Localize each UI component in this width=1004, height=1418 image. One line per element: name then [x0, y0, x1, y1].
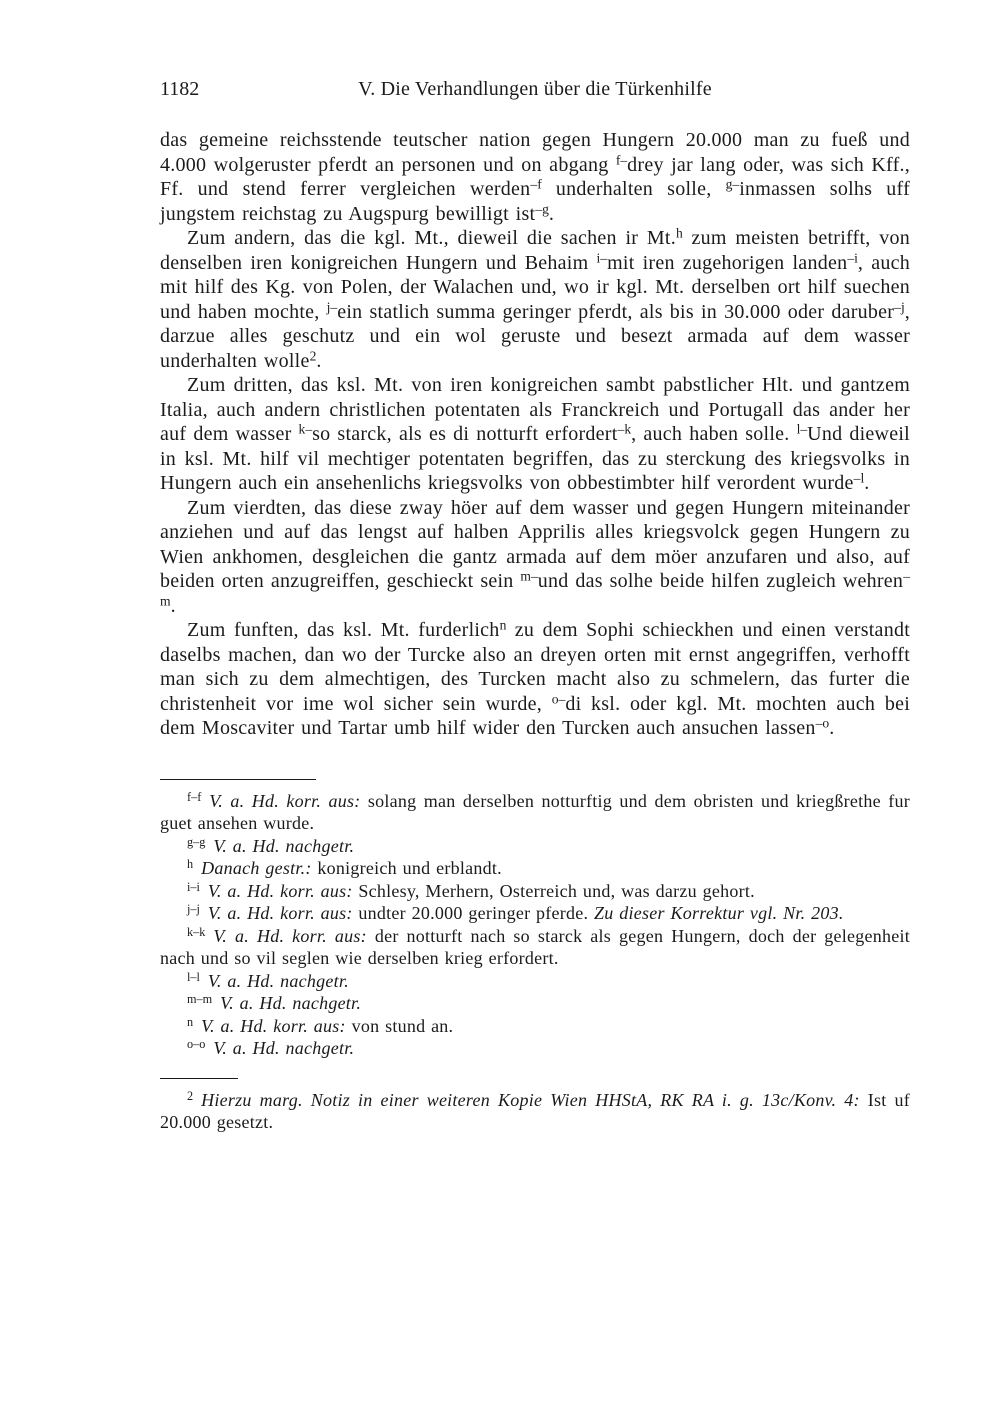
apparatus-divider-rule	[160, 779, 316, 780]
footnote-label: f–f	[187, 789, 202, 804]
footnote-text: V. a. Hd. korr. aus: von stund an.	[201, 1015, 454, 1036]
apparatus-section	[160, 779, 910, 1060]
running-title: V. Die Verhandlungen über die Türkenhilfe	[358, 78, 712, 100]
footnote-label: l–l	[187, 969, 200, 984]
body-paragraph: Zum andern, das die kgl. Mt., dieweil die sachen ir Mt.$^h$ zum meisten betrifft, von denselben iren konigreichen Hungern und Behaim $^{i-}$mit iren zugehorigen landen$^{-i}$, auch mit hilf des Kg. von Polen, der Walachen und, wo ir kgl. Mt. derselben ort hilf suechen und haben mochte, $^{j-}$ein statlich summa geringer pferdt, als bis in 30.000 oder daruber$^{-j}$, darzue alles geschutz und ein wol geruste und besezt armada auf dem wasser underhalten wolle$^2$.	[160, 225, 911, 372]
footnote	[160, 880, 910, 903]
footnote-label: j–j	[187, 902, 200, 917]
page-header	[160, 78, 910, 104]
page-number: 1182	[160, 78, 200, 100]
footnote-label: h	[187, 857, 194, 872]
footnote-text: V. a. Hd. nachgetr.	[220, 993, 362, 1013]
footnote-text: V. a. Hd. korr. aus: undter 20.000 geringer pferde. Zu dieser Korrektur vgl. Nr. 203.	[207, 903, 844, 923]
footnote-text: V. a. Hd. korr. aus: der notturft nach so starck als gegen Hungern, doch der gelegenheit nach und so vil seglen wie derselben krieg erfordert.	[160, 925, 910, 968]
body-paragraph: das gemeine reichsstende teutscher nation gegen Hungern 20.000 man zu fueß und 4.000 wolgeruster pferdt an personen und on abgang $^{f-}$drey jar lang oder, was sich Kff., Ff. und stend ferrer vergleichen werden$^{-f}$ underhalten solle, $^{g-}$inmassen solhs uff jungstem reichstag zu Augspurg bewilligt ist$^{-g}$.	[160, 129, 911, 225]
footnote-label: i–i	[187, 879, 200, 894]
footnote-divider-rule	[160, 1078, 238, 1079]
footnote-text: Hierzu marg. Notiz in einer weiteren Kopie Wien HHStA, RK RA i. g. 13c/Konv. 4: Ist uf 20.000 gesetzt.	[160, 1089, 911, 1132]
footnote-label: m–m	[187, 992, 213, 1007]
body-paragraph: Zum dritten, das ksl. Mt. von iren konigreichen sambt pabstlicher Hlt. und gantzem Italia, auch andern christlichen potentaten als Franckreich und Portugall das ander her auf dem wasser $^{k-}$so starck, als es di notturft erfordert$^{-k}$, auch haben solle. $^{l-}$Und dieweil in ksl. Mt. hilf vil mechtiger potentaten begriffen, das zu sterckung des kriegsvolks in Hungern auch ein ansehenlichs kriegsvolks von obbestimbter hilf verordent wurde$^{-l}$.	[160, 374, 910, 494]
footnote	[160, 992, 910, 1015]
footnote	[160, 835, 910, 858]
footnote	[160, 857, 910, 880]
footnote	[160, 790, 910, 835]
footnote	[160, 925, 910, 970]
footnote-label: k–k	[187, 924, 206, 939]
footnote	[160, 902, 910, 925]
footnote	[160, 1037, 910, 1060]
footnote-text: V. a. Hd. korr. aus: Schlesy, Merhern, Osterreich und, was darzu gehort.	[207, 880, 755, 901]
footnote-label: g–g	[187, 834, 206, 849]
footnote-label: 2	[187, 1088, 194, 1103]
footnote	[160, 970, 910, 993]
body-paragraph: Zum funften, das ksl. Mt. furderlich$^n$ zu dem Sophi schieckhen und einen verstandt daselbs machen, dan wo der Turcke also an dreyen orten mit ernst angegriffen, verhofft man sich zu dem almechtigen, des Turcken macht also zu schmelern, das furter die christenheit vor ime wol sicher sein wurde, $^{o-}$di ksl. oder kgl. Mt. mochten auch bei dem Moscaviter und Tartar umb hilf wider den Turcken auch ansuchen lassen$^{-o}$.	[160, 617, 911, 739]
footnote-text: Danach gestr.: konigreich und erblandt.	[201, 858, 502, 878]
footnote	[160, 1015, 910, 1038]
footnote-text: V. a. Hd. korr. aus: solang man derselben notturftig und dem obristen und kriegßrethe fur guet ansehen wurde.	[160, 790, 910, 833]
footnote-text: V. a. Hd. nachgetr.	[213, 1038, 355, 1058]
body-paragraph: Zum vierdten, das diese zway höer auf dem wasser und gegen Hungern miteinander anziehen und auf das lengst auf halben Apprilis alles kriegsvolck gegen Hungern zu Wien ankhomen, desgleichen die gantz armada auf dem möer anzufaren und also, auf beiden orten anzugreiffen, geschieckt sein $^{m-}$und das solhe beide hilfen zugleich wehren$^{-m}$.	[160, 496, 910, 617]
main-text	[160, 128, 910, 741]
numbered-footnotes-section	[160, 1078, 910, 1134]
footnote-text: V. a. Hd. nachgetr.	[213, 835, 355, 856]
footnote	[160, 1089, 910, 1134]
footnote-label: n	[187, 1014, 194, 1029]
footnote-text: V. a. Hd. nachgetr.	[207, 970, 349, 991]
footnote-label: o–o	[187, 1037, 206, 1052]
numbered-footnotes	[160, 1089, 910, 1134]
apparatus-notes	[160, 790, 910, 1060]
